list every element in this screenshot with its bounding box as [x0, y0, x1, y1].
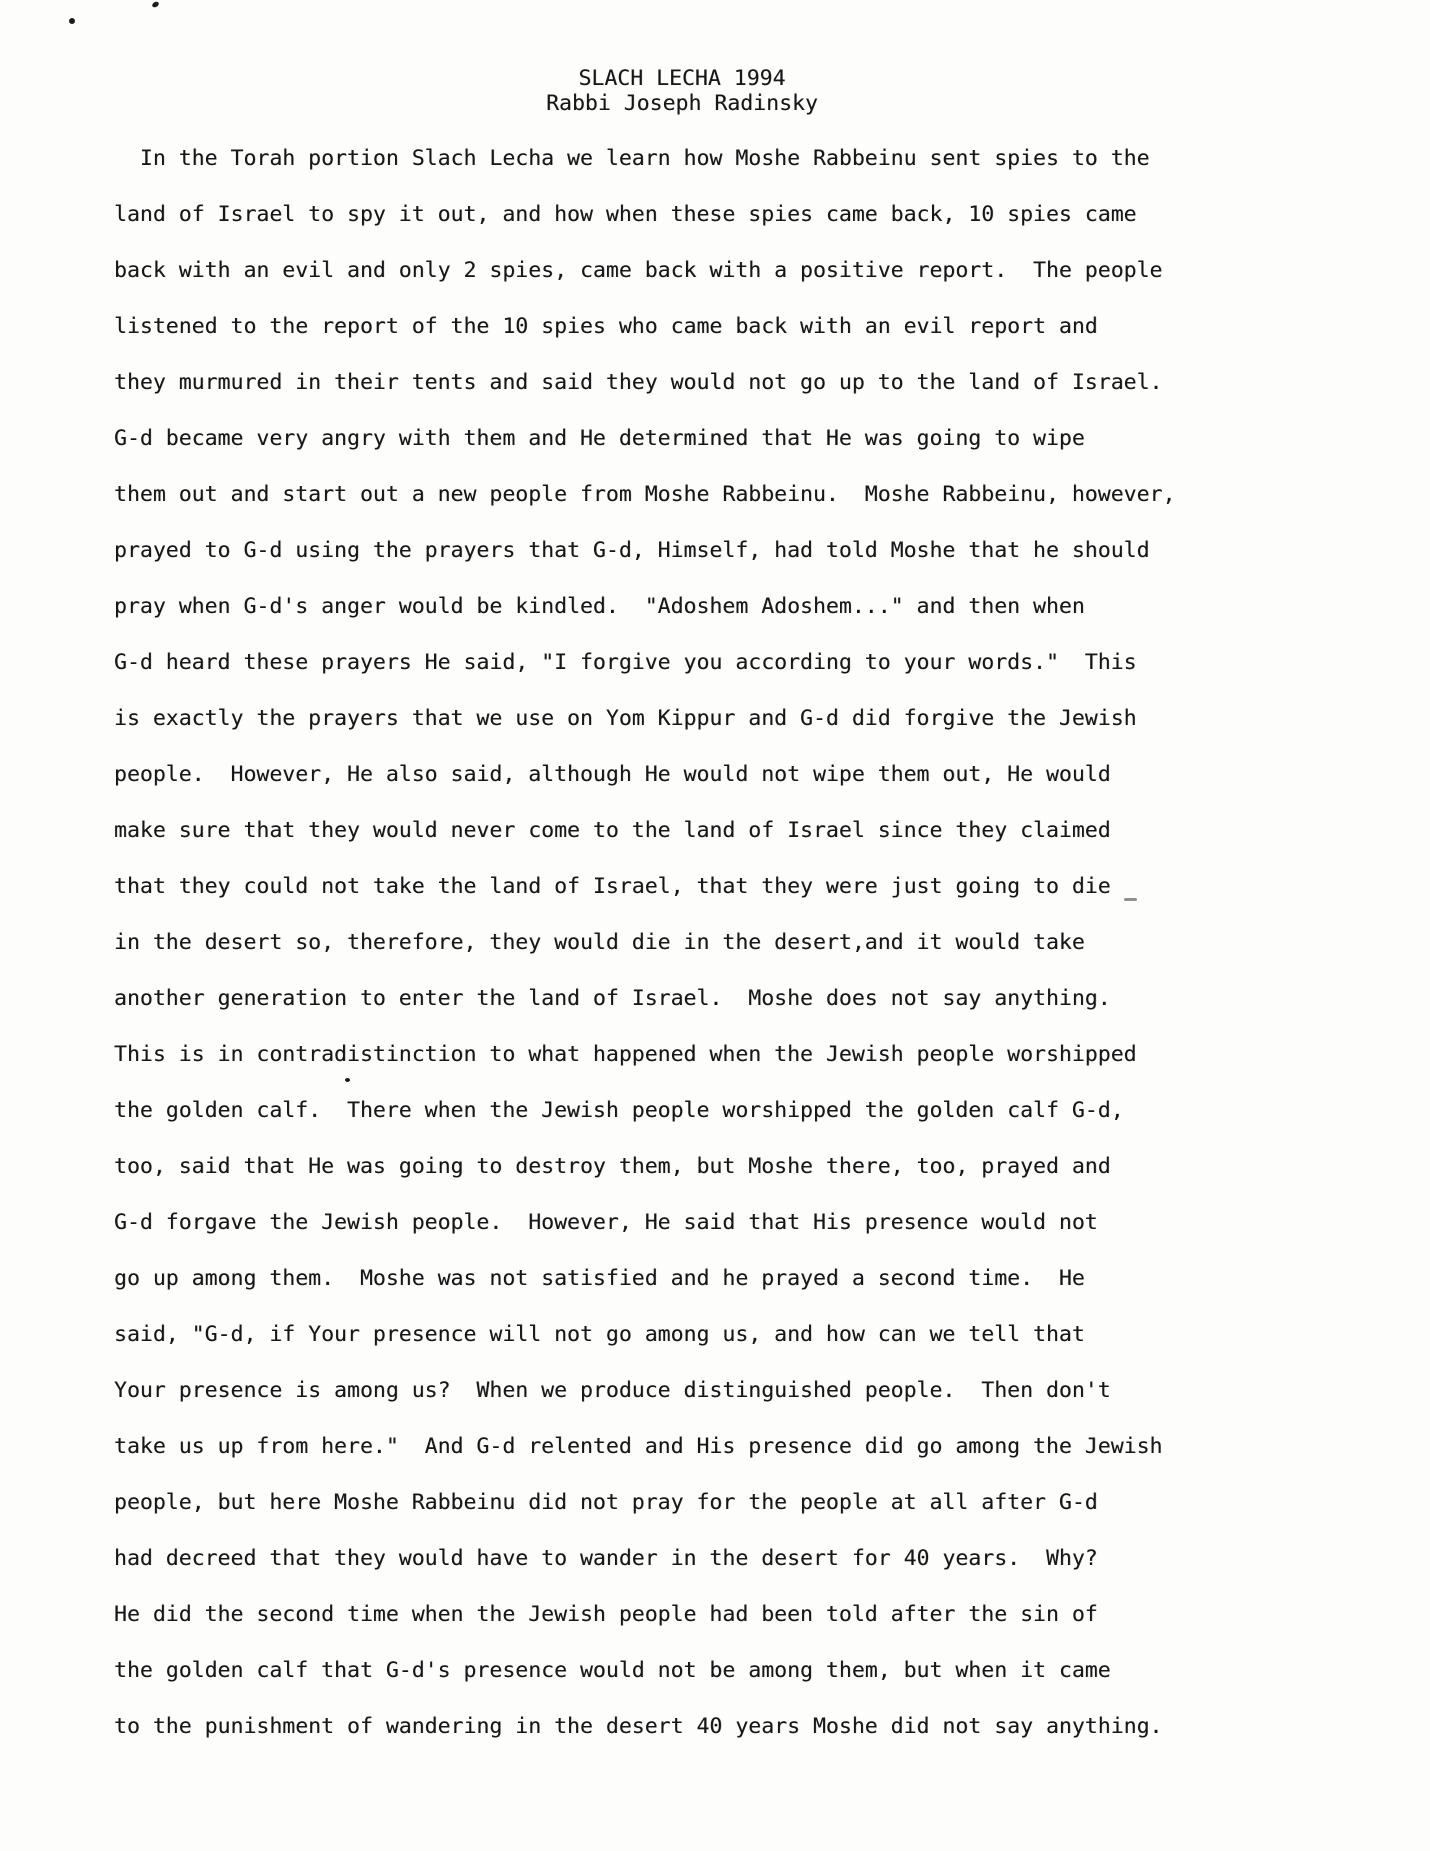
text-line: said, "G-d, if Your presence will not go among us, and how can we tell that [114, 1322, 1085, 1347]
text-line: the golden calf. There when the Jewish people worshipped the golden calf G-d, [114, 1098, 1124, 1123]
text-line: This is in contradistinction to what happened when the Jewish people worshipped [114, 1042, 1137, 1067]
text-line: the golden calf that G-d's presence would not be among them, but when it came [114, 1658, 1111, 1683]
text-line: back with an evil and only 2 spies, came back with a positive report. The people [114, 258, 1163, 283]
text-line: go up among them. Moshe was not satisfied and he prayed a second time. He [114, 1266, 1085, 1291]
text-line: them out and start out a new people from Moshe Rabbeinu. Moshe Rabbeinu, however, [114, 482, 1176, 507]
text-line: land of Israel to spy it out, and how when these spies came back, 10 spies came [114, 202, 1137, 227]
text-line: make sure that they would never come to the land of Israel since they claimed [114, 818, 1111, 843]
text-line: another generation to enter the land of Israel. Moshe does not say anything. [114, 986, 1111, 1011]
text-line: too, said that He was going to destroy them, but Moshe there, too, prayed and [114, 1154, 1111, 1179]
text-line: listened to the report of the 10 spies who came back with an evil report and [114, 314, 1098, 339]
document-header [0, 0, 1364, 116]
document-author: Rabbi Joseph Radinsky [546, 91, 818, 116]
stray-dot-under-contradistinction [345, 1078, 350, 1082]
faint-scan-mark [1124, 898, 1137, 901]
text-line: prayed to G-d using the prayers that G-d, Himself, had told Moshe that he should [114, 538, 1150, 563]
text-line: Your presence is among us? When we produce distinguished people. Then don't [114, 1378, 1111, 1403]
text-line: in the desert so, therefore, they would die in the desert,and it would take [114, 930, 1085, 955]
text-line: they murmured in their tents and said they would not go up to the land of Israel. [114, 370, 1163, 395]
text-line: In the Torah portion Slach Lecha we learn how Moshe Rabbeinu sent spies to the [114, 146, 1150, 171]
page-title: SLACH LECHA 1994 [578, 66, 786, 91]
text-line: that they could not take the land of Israel, that they were just going to die [114, 874, 1111, 899]
text-line: G-d became very angry with them and He determined that He was going to wipe [114, 426, 1085, 451]
document-body [0, 131, 1430, 1755]
text-line: G-d forgave the Jewish people. However, He said that His presence would not [114, 1210, 1098, 1235]
text-line: He did the second time when the Jewish people had been told after the sin of [114, 1602, 1098, 1627]
text-line: pray when G-d's anger would be kindled. "Adoshem Adoshem..." and then when [114, 594, 1085, 619]
text-line: to the punishment of wandering in the desert 40 years Moshe did not say anything. [114, 1714, 1163, 1739]
text-line: had decreed that they would have to wander in the desert for 40 years. Why? [114, 1546, 1098, 1571]
text-line: take us up from here." And G-d relented and His presence did go among the Jewish [114, 1434, 1163, 1459]
text-line: people, but here Moshe Rabbeinu did not pray for the people at all after G-d [114, 1490, 1098, 1515]
text-line: is exactly the prayers that we use on Yom Kippur and G-d did forgive the Jewish [114, 706, 1137, 731]
text-line: people. However, He also said, although He would not wipe them out, He would [114, 762, 1111, 787]
text-line: G-d heard these prayers He said, "I forgive you according to your words." This [114, 650, 1137, 675]
